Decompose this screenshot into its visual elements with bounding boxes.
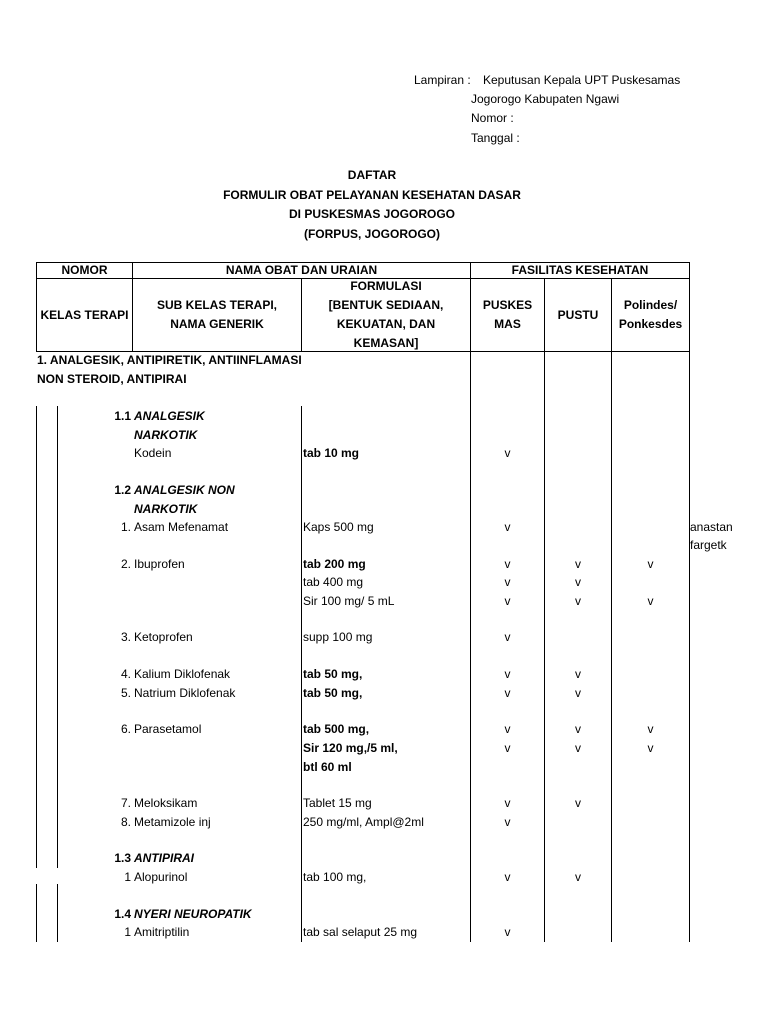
header-polindes-line1: Polindes/	[623, 298, 678, 312]
drug-formulation: tab sal selaput 25 mg	[303, 925, 418, 939]
title-line3: DI PUSKESMAS JOGOROGO	[288, 207, 456, 221]
subsection-num: 1.3	[114, 851, 131, 865]
puskesmas-check: v	[504, 575, 511, 589]
header-sub-kelas-line2: NAMA GENERIK	[170, 317, 264, 331]
header-polindes	[612, 279, 689, 351]
subsection-title: ANTIPIRAI	[134, 851, 194, 865]
pustu-check: v	[575, 594, 581, 608]
header-sub-kelas-line1: SUB KELAS TERAPI,	[156, 298, 277, 312]
drug-name: Parasetamol	[134, 722, 202, 736]
puskesmas-check: v	[504, 630, 511, 644]
puskesmas-check: v	[504, 796, 511, 810]
row-number: 1	[124, 925, 131, 939]
drug-formulation: btl 60 ml	[303, 760, 352, 774]
header-formulasi-line4: KEMASAN]	[353, 336, 419, 350]
puskesmas-check: v	[504, 741, 511, 755]
header-pustu: PUSTU	[557, 307, 599, 322]
title-line2: FORMULIR OBAT PELAYANAN KESEHATAN DASAR	[223, 188, 521, 202]
subsection-title: ANALGESIK	[134, 409, 205, 423]
drug-formulation: tab 50 mg,	[303, 686, 363, 700]
header-nomor: NOMOR	[61, 262, 108, 277]
row-number: 5.	[120, 686, 131, 700]
header-formulasi-line1: FORMULASI	[350, 279, 422, 293]
drug-formulation: tab 100 mg,	[303, 870, 367, 884]
drug-name: Meloksikam	[134, 796, 198, 810]
drug-name: Kodein	[134, 446, 172, 460]
header-kelas-terapi: KELAS TERAPI	[40, 307, 129, 322]
pustu-check: v	[575, 722, 581, 736]
header-puskesmas-line2: MAS	[494, 317, 521, 331]
header-puskesmas-line1: PUSKES	[482, 298, 533, 312]
pustu-check: v	[575, 667, 581, 681]
row-number: 6.	[120, 722, 131, 736]
drug-formulation: 250 mg/ml, Ampl@2ml	[303, 815, 424, 829]
drug-formulation: tab 500 mg,	[303, 722, 370, 736]
pustu-check: v	[575, 686, 581, 700]
header-formulasi-line2: [BENTUK SEDIAAN,	[328, 298, 444, 312]
lampiran-nomor: Nomor :	[471, 111, 514, 125]
row-number: 2.	[120, 557, 131, 571]
drug-name: Ketoprofen	[134, 630, 193, 644]
header-formulasi	[302, 279, 470, 351]
lampiran-line2: Jogorogo Kabupaten Ngawi	[471, 92, 620, 106]
puskesmas-check: v	[504, 594, 511, 608]
drug-name: Metamizole inj	[134, 815, 211, 829]
puskesmas-check: v	[504, 686, 511, 700]
lampiran-tanggal: Tanggal :	[471, 131, 520, 145]
row-number: 1.	[120, 520, 131, 534]
puskesmas-check: v	[504, 520, 511, 534]
drug-name: Alopurinol	[134, 870, 188, 884]
overflow-text: anastan	[690, 520, 733, 534]
row-number: 4.	[120, 667, 131, 681]
title-line1: DAFTAR	[347, 168, 397, 182]
puskesmas-check: v	[504, 446, 511, 460]
pustu-check: v	[575, 796, 581, 810]
pustu-check: v	[575, 557, 581, 571]
subsection-num: 1.4	[114, 907, 131, 921]
pustu-check: v	[575, 870, 581, 884]
subsection-title: NYERI NEUROPATIK	[134, 907, 252, 921]
puskesmas-check: v	[504, 557, 511, 571]
row-number: 7.	[120, 796, 131, 810]
lampiran-line1: Keputusan Kepala UPT Puskesamas	[483, 73, 681, 87]
row-number: 8.	[120, 815, 131, 829]
row-number: 1	[124, 870, 131, 884]
puskesmas-check: v	[504, 815, 511, 829]
header-formulasi-line3: KEKUATAN, DAN	[336, 317, 436, 331]
drug-name: Ibuprofen	[134, 557, 185, 571]
drug-formulation: Kaps 500 mg	[303, 520, 374, 534]
section-1-line1: 1. ANALGESIK, ANTIPIRETIK, ANTIINFLAMASI	[37, 353, 302, 367]
drug-name: Asam Mefenamat	[134, 520, 229, 534]
puskesmas-check: v	[504, 870, 511, 884]
polindes-check: v	[647, 722, 654, 736]
drug-name: Amitriptilin	[134, 925, 190, 939]
puskesmas-check: v	[504, 722, 511, 736]
subsection-title: NARKOTIK	[134, 428, 198, 442]
row-number: 3.	[120, 630, 131, 644]
polindes-check: v	[647, 557, 654, 571]
header-fasilitas: FASILITAS KESEHATAN	[511, 262, 649, 277]
drug-formulation: Tablet 15 mg	[303, 796, 372, 810]
puskesmas-check: v	[504, 925, 511, 939]
drug-formulation: Sir 120 mg,/5 ml,	[303, 741, 398, 755]
drug-formulation: Sir 100 mg/ 5 mL	[303, 594, 395, 608]
title-line4: (FORPUS, JOGOROGO)	[303, 227, 440, 241]
subsection-num: 1.1	[114, 409, 131, 423]
drug-name: Kalium Diklofenak	[134, 667, 231, 681]
header-puskesmas	[471, 279, 544, 351]
section-1-line2: NON STEROID, ANTIPIRAI	[37, 372, 187, 386]
puskesmas-check: v	[504, 667, 511, 681]
header-sub-kelas	[133, 279, 301, 351]
drug-name: Natrium Diklofenak	[134, 686, 236, 700]
pustu-check: v	[575, 575, 581, 589]
overflow-text: fargetk	[690, 538, 727, 552]
subsection-title: NARKOTIK	[134, 502, 198, 516]
polindes-check: v	[647, 594, 654, 608]
header-polindes-line2: Ponkesdes	[618, 317, 683, 331]
drug-formulation: tab 400 mg	[303, 575, 364, 589]
drug-formulation: supp 100 mg	[303, 630, 373, 644]
drug-formulation: tab 10 mg	[303, 446, 360, 460]
drug-formulation: tab 50 mg,	[303, 667, 363, 681]
drug-formulation: tab 200 mg	[303, 557, 366, 571]
lampiran-label: Lampiran :	[414, 73, 471, 87]
header-nama-obat: NAMA OBAT DAN URAIAN	[225, 262, 378, 277]
pustu-check: v	[575, 741, 581, 755]
subsection-num: 1.2	[114, 483, 131, 497]
polindes-check: v	[647, 741, 654, 755]
subsection-title: ANALGESIK NON	[134, 483, 235, 497]
